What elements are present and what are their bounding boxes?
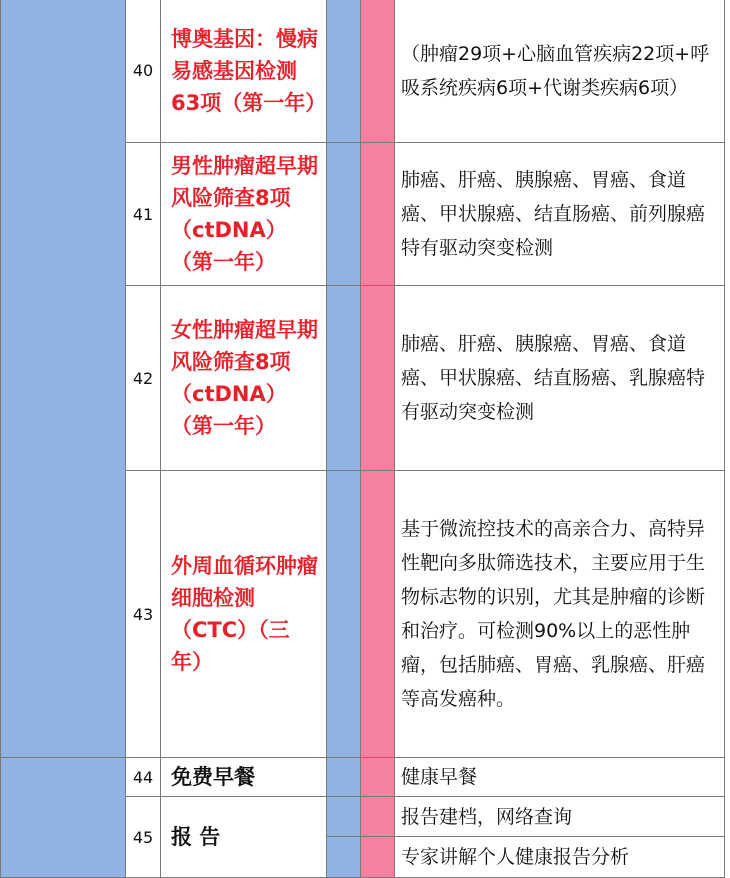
item-name-text: 外周血循环肿瘤细胞检测（CTC）（三年） bbox=[171, 554, 318, 674]
item-name bbox=[160, 796, 327, 878]
marker-cell-blue bbox=[326, 796, 361, 837]
item-name bbox=[160, 285, 327, 471]
item-description bbox=[394, 796, 725, 837]
item-description-text: （肿瘤29项+心脑血管疾病22项+呼吸系统疾病6项+代谢类疾病6项） bbox=[401, 42, 710, 99]
row-number-text: 40 bbox=[132, 61, 154, 80]
marker-cell-blue bbox=[326, 142, 361, 286]
marker-cell-blue bbox=[326, 0, 361, 143]
marker-cell-blue bbox=[326, 285, 361, 471]
row-number-text: 41 bbox=[132, 204, 154, 224]
item-description-text: 健康早餐 bbox=[401, 766, 478, 788]
item-name-text: 免费早餐 bbox=[171, 765, 255, 789]
item-name bbox=[160, 757, 327, 797]
marker-cell-pink bbox=[360, 836, 395, 878]
row-number bbox=[125, 142, 161, 286]
marker-cell-pink bbox=[360, 0, 395, 143]
item-description-text: 肺癌、肝癌、胰腺癌、胃癌、食道癌、甲状腺癌、结直肠癌、前列腺癌特有驱动突变检测 bbox=[401, 169, 706, 259]
item-name bbox=[160, 142, 327, 286]
item-description bbox=[394, 142, 725, 286]
item-name-text: 报 告 bbox=[171, 825, 221, 849]
item-name bbox=[160, 0, 327, 143]
item-description-text: 基于微流控技术的高亲合力、高特异性靶向多肽筛选技术，主要应用于生物标志物的识别，尤其是肿瘤的诊断和治疗。可检测90%以上的恶性肿瘤，包括肺癌、胃癌、乳腺癌、肝癌等高发癌种。 bbox=[401, 518, 706, 710]
item-name-text: 女性肿瘤超早期风险筛查8项（ctDNA）（第一年） bbox=[171, 318, 318, 438]
row-number-text: 42 bbox=[132, 368, 154, 388]
marker-cell-blue bbox=[326, 757, 361, 797]
marker-cell-pink bbox=[360, 757, 395, 797]
marker-cell-pink bbox=[360, 285, 395, 471]
item-description bbox=[394, 470, 725, 758]
row-number bbox=[125, 470, 161, 758]
row-number bbox=[125, 796, 161, 878]
marker-cell-blue bbox=[326, 470, 361, 758]
row-number bbox=[125, 285, 161, 471]
item-name bbox=[160, 470, 327, 758]
marker-cell-pink bbox=[360, 470, 395, 758]
item-description bbox=[394, 285, 725, 471]
marker-cell-blue bbox=[326, 836, 361, 878]
item-description bbox=[394, 757, 725, 797]
category-cell-lower bbox=[0, 757, 126, 878]
row-number bbox=[125, 0, 161, 143]
marker-cell-pink bbox=[360, 142, 395, 286]
item-description-text: 报告建档，网络查询 bbox=[401, 805, 573, 828]
row-number-text: 44 bbox=[132, 767, 154, 787]
row-number-text: 45 bbox=[132, 827, 154, 847]
row-number-text: 43 bbox=[132, 604, 154, 624]
marker-cell-pink bbox=[360, 796, 395, 837]
item-name-text: 博奥基因：慢病易感基因检测63项（第一年） bbox=[171, 26, 327, 115]
item-description bbox=[394, 836, 725, 878]
row-number bbox=[125, 757, 161, 797]
category-cell-upper bbox=[0, 0, 126, 758]
item-name-text: 男性肿瘤超早期风险筛查8项（ctDNA）（第一年） bbox=[171, 154, 318, 274]
item-description bbox=[394, 0, 725, 143]
item-description-text: 肺癌、肝癌、胰腺癌、胃癌、食道癌、甲状腺癌、结直肠癌、乳腺癌特有驱动突变检测 bbox=[401, 333, 706, 423]
item-description-text: 专家讲解个人健康报告分析 bbox=[401, 846, 630, 868]
